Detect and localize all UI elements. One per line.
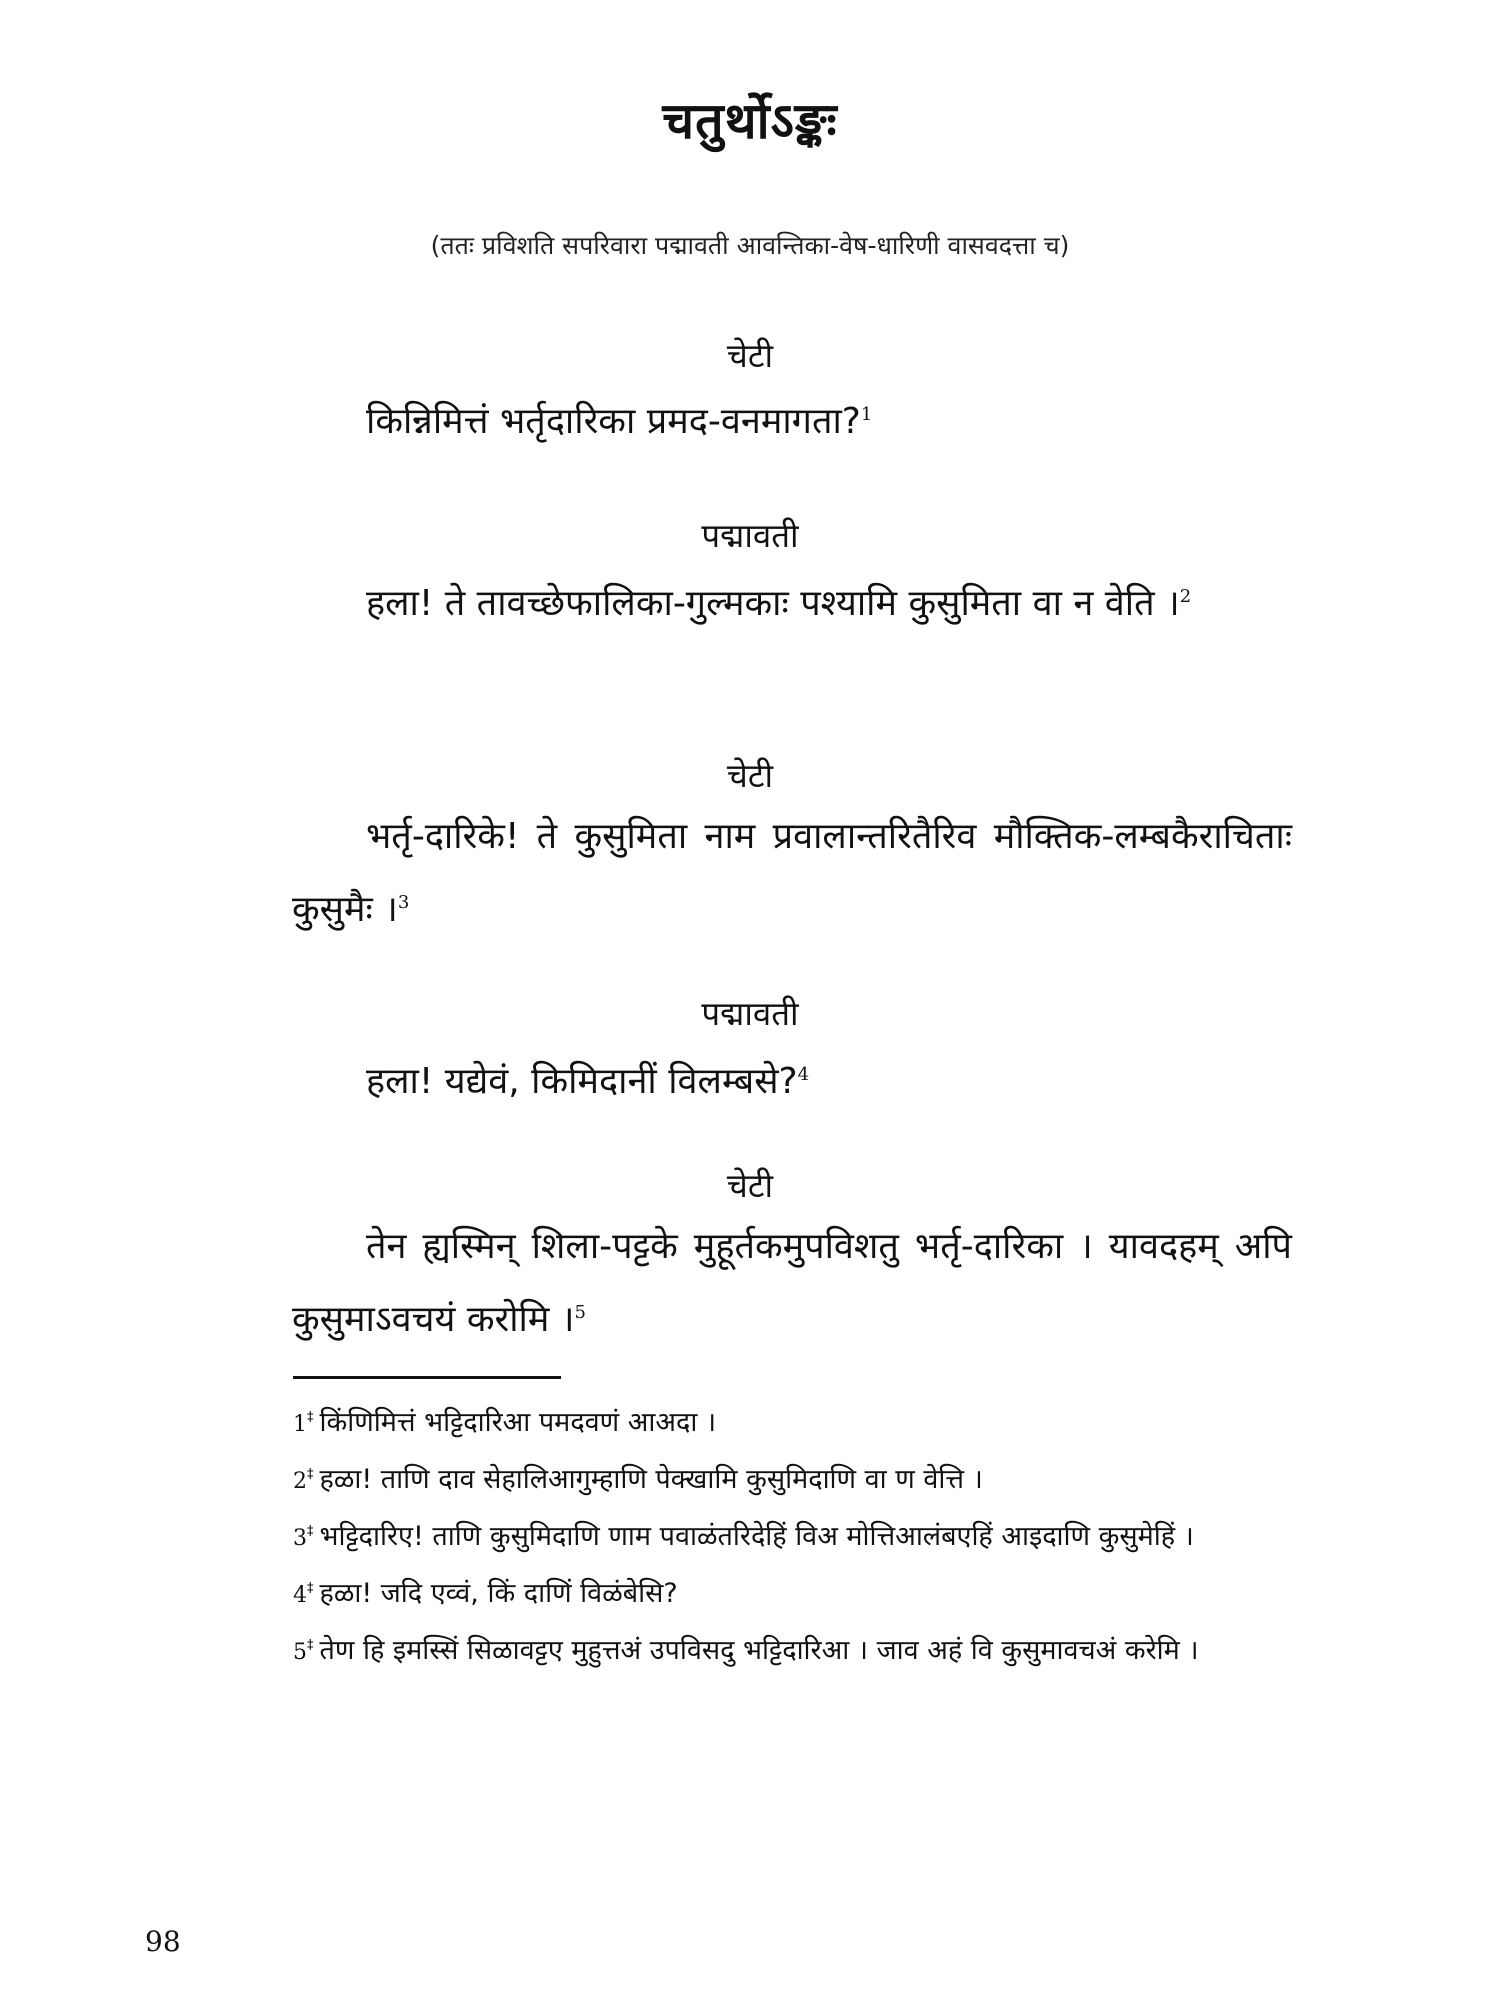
footnote-text: तेण हि इमस्सिं सिळावट्टए मुहुत्तअं उपविसदु भट्टिदारिआ । जाव अहं वि कुसुमावचअं करेमि । [319,1635,1199,1666]
footnotes [293,1393,1293,1678]
footnote-item [293,1621,1293,1678]
footnote-marker: 3 [397,892,410,913]
footnote-text: किंणिमित्तं भट्टिदारिआ पमदवणं आअदा । [319,1407,717,1438]
speech-line: तेन ह्यस्मिन् शिला-पट्टके मुहूर्तकमुपविशतु भर्तृ-दारिका । यावदहम् अपि कुसुमाऽवचयं करोमि । [292,1226,1292,1340]
speech-text [292,804,1292,943]
footnote-marker: 5 [574,1302,586,1323]
speech-line: हला! ते तावच्छेफालिका-गुल्मकाः पश्यामि कुसुमिता वा न वेति । [366,583,1180,624]
footnote-item [293,1450,1293,1507]
footnote-symbol: ‡ [307,1467,314,1482]
footnote-symbol: ‡ [307,1410,314,1425]
footnote-text: हळा! ताणि दाव सेहालिआगुम्हाणि पेक्खामि कुसुमिदाणि वा ण वेत्ति । [319,1464,983,1495]
footnote-text: हळा! जदि एव्वं, किं दाणिं विळंबेसि? [319,1578,678,1609]
speech-line: भर्तृ-दारिके! ते कुसुमिता नाम प्रवालान्तरितैरिव मौक्तिक-लम्बकैराचिताः कुसुमैः । [292,816,1292,930]
footnote-divider [293,1376,561,1379]
speech-text [292,1214,1292,1353]
speaker-name: चेटी [726,336,774,375]
speech-text [292,564,1292,637]
footnote-symbol: ‡ [307,1581,314,1596]
speaker-name: पद्मावती [701,994,799,1033]
footnote-number: 5 [293,1640,307,1665]
speech-text [292,1042,1292,1115]
speech-text [292,382,1292,455]
footnote-marker: 2 [1179,586,1192,607]
footnote-number: 4 [293,1583,307,1608]
footnote-number: 3 [293,1526,307,1551]
footnote-item [293,1564,1293,1621]
speech-line: हला! यद्येवं, किमिदानीं विलम्बसे? [366,1061,798,1102]
stage-direction: (ततः प्रविशति सपरिवारा पद्मावती आवन्तिका-वेष-धारिणी वासवदत्ता च) [430,231,1070,260]
act-heading: चतुर्थोऽङ्कः [662,92,838,150]
footnote-text: भट्टिदारिए! ताणि कुसुमिदाणि णाम पवाळंतरिदेहिं विअ मोत्तिआलंबएहिं आइदाणि कुसुमेहिं । [319,1521,1194,1552]
page-number: 98 [145,1925,181,1958]
footnote-symbol: ‡ [307,1638,314,1653]
speaker-name: चेटी [726,1166,774,1205]
footnote-item [293,1507,1293,1564]
footnote-symbol: ‡ [307,1524,314,1539]
footnote-item [293,1393,1293,1450]
speech-line: किन्निमित्तं भर्तृदारिका प्रमद-वनमागता? [366,401,861,442]
speaker-name: चेटी [726,756,774,795]
footnote-number: 2 [293,1469,307,1494]
speaker-name: पद्मावती [701,516,799,555]
footnote-marker: 1 [860,404,873,425]
footnote-number: 1 [293,1412,307,1437]
footnote-marker: 4 [797,1064,810,1085]
